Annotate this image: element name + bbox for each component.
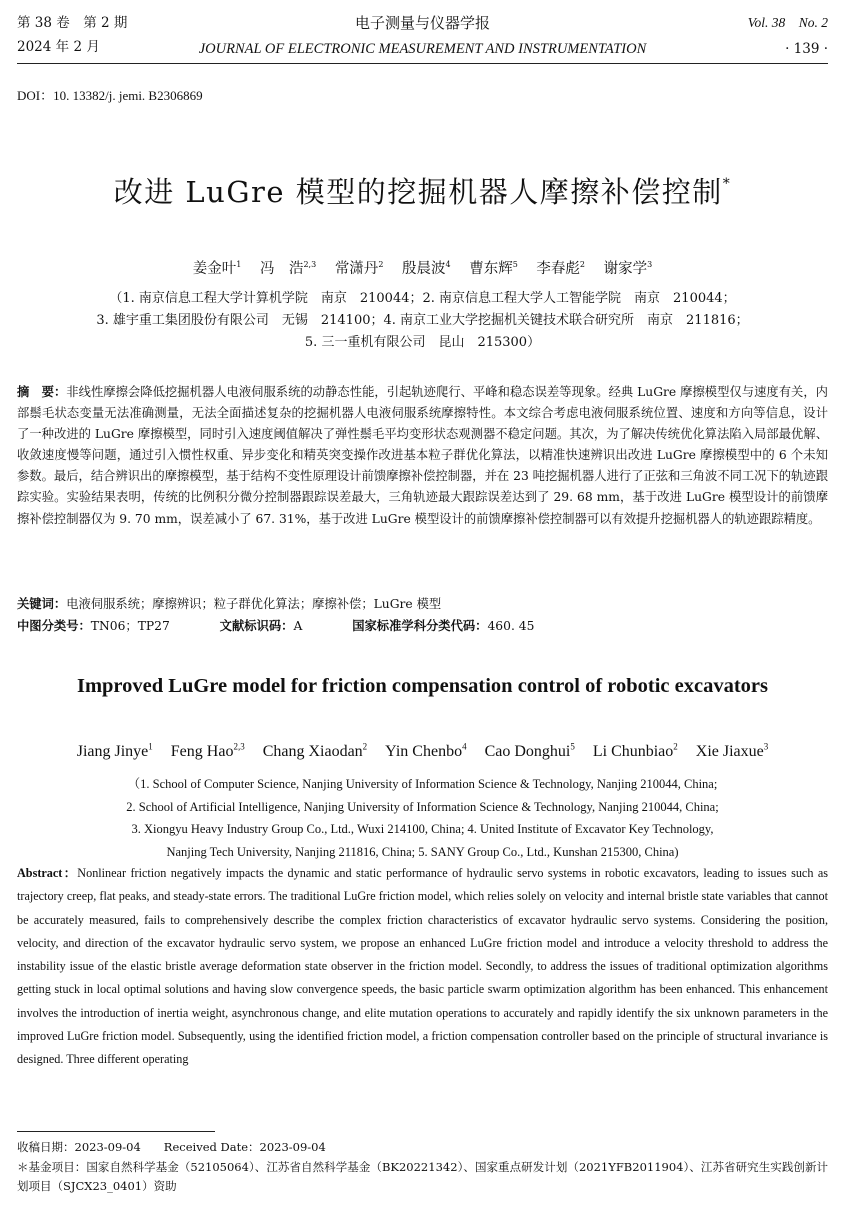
abstract-en-label: Abstract： <box>17 866 78 880</box>
abstract-zh-body: 非线性摩擦会降低挖掘机器人电液伺服系统的动静态性能，引起轨迹爬行、平峰和稳态误差等现象。经典 LuGre 摩擦模型仅与速度有关，内部鬃毛状态变量无法准确测量，无法全面描述复杂的挖掘机器人电液伺服系统摩擦特性。本文综合考虑电液伺服系统位置、速度和方向等信息，设计了一种改进的 LuGre 摩擦模型，同时引入速度阈值解决了弹性鬃毛平均变形状态观测器不稳定问题。其次，为了解决传统优化算法陷入局部最优解、收敛速度慢等问题，通过引入惯性权重、异步变化和精英突变操作改进基本粒子群优化算法，以精准快速辨识出改进 LuGre 摩擦模型中的 6 个未知参数。最后，结合辨识出的摩擦模型，基于结构不变性原理设计前馈摩擦补偿控制器，并在 23 吨挖掘机器人进行了正弦和三角波不同工况下的轨迹跟踪实验。实验结果表明，传统的比例积分微分控制器跟踪误差最大，三角轨迹最大跟踪误差达到了 29. 68 mm，基于改进 LuGre 模型设计的前馈摩擦补偿控制器仅为 9. 70 mm，误差减小了 67. 31%，基于改进 LuGre 模型设计的前馈摩擦补偿控制器可以有效提升挖掘机器人的轨迹跟踪精度。 <box>17 385 828 526</box>
subject-code-value: 460. 45 <box>487 619 535 633</box>
affiliations-zh <box>0 288 845 354</box>
keywords-zh <box>17 594 828 615</box>
affiliation-line: 3. 雄宇重工集团股份有限公司 无锡 214100；4. 南京工业大学挖掘机关键技术联合研究所 南京 211816； <box>96 313 749 328</box>
affiliation-line: （1. 南京信息工程大学计算机学院 南京 210044；2. 南京信息工程大学人工智能学院 南京 210044； <box>109 291 736 306</box>
abstract-zh <box>17 382 828 530</box>
author-en: Yin Chenbo$^4$ <box>385 742 467 761</box>
affiliations-en <box>0 773 845 863</box>
author-zh: 常潇丹$^2$ <box>334 260 384 277</box>
clc-value: TN06；TP27 <box>90 619 170 633</box>
keywords-value: 电液伺服系统；摩擦辨识；粒子群优化算法；摩擦补偿；LuGre 模型 <box>66 597 442 611</box>
affiliation-line: Nanjing Tech University, Nanjing 211816, China; 5. SANY Group Co., Ltd., Kunshan 215300, China) <box>166 844 679 859</box>
doc-code-value: A <box>293 619 303 633</box>
doi: DOI：10. 13382/j. jemi. B2306869 <box>17 88 203 103</box>
keywords-label: 关键词： <box>17 597 67 611</box>
author-zh: 姜金叶$^1$ <box>192 260 242 277</box>
authors-en <box>0 742 845 761</box>
author-zh: 谢家学$^3$ <box>603 260 653 277</box>
header-volume-zh: 第 38 卷 第 2 期 <box>17 15 128 31</box>
header-date-zh: 2024 年 2 月 <box>17 39 100 55</box>
author-en: Xie Jiaxue$^3$ <box>695 742 769 761</box>
author-en: Chang Xiaodan$^2$ <box>262 742 368 761</box>
title-footnote-mark: * <box>722 176 732 192</box>
footnote-received: 收稿日期：2023-09-04 Received Date：2023-09-04 <box>17 1140 326 1154</box>
author-zh: 殷晨波$^4$ <box>402 260 451 277</box>
classification-row <box>17 616 828 637</box>
subject-code-label: 国家标准学科分类代码： <box>352 619 488 633</box>
affiliation-line: 2. School of Artificial Intelligence, Nanjing University of Information Science & Technology, Nanjing 210044, China; <box>126 799 719 814</box>
author-zh: 李春彪$^2$ <box>536 260 586 277</box>
header-journal-zh: 电子测量与仪器学报 <box>354 14 490 32</box>
title-en: Improved LuGre model for friction compensation control of robotic excavators <box>76 675 769 697</box>
abstract-zh-label: 摘 要： <box>17 385 67 399</box>
clc-label: 中图分类号： <box>17 619 91 633</box>
author-en: Jiang Jinye$^1$ <box>76 742 153 761</box>
title-zh-text: 改进 LuGre 模型的挖掘机器人摩擦补偿控制 <box>113 175 723 209</box>
abstract-en-body: Nonlinear friction negatively impacts the dynamic and static performance of hydraulic servo systems in robotic excavators, leading to issues such as trajectory creep, flat peaks, and steady-state errors. The traditional LuGre friction model, which relies solely on velocity and internal bristle state variables that cannot be accurately measured, fails to comprehensively describe the complex friction characteristics of excavator hydraulic servo systems. Considering the position, velocity, and direction of the excavator hydraulic servo system, we propose an enhanced LuGre friction model and introduce a velocity threshold to address the instability issue of the elastic bristle average deformation state observer in the friction model. Secondly, to address the issues of traditional optimization algorithms getting stuck in local optimal solutions and having slow convergence speeds, the basic particle swarm optimization algorithm has been enhanced. This enhancement involves the introduction of inertia weight, asynchronous change, and elite mutation operations to accurately and rapidly identify the six unknown parameters in the improved LuGre friction model. Subsequently, using the identified friction model, a friction compensation controller based on the principle of structural invariance is designed. Three different operating <box>17 866 829 1067</box>
doc-code-label: 文献标识码： <box>219 619 294 633</box>
affiliation-line: 5. 三一重机有限公司 昆山 215300） <box>304 335 541 350</box>
author-zh: 冯 浩$^{2,3}$ <box>259 260 317 277</box>
affiliation-line: （1. School of Computer Science, Nanjing University of Information Science & Technology, Nanjing 210044, China; <box>127 777 718 791</box>
header-rule <box>17 63 828 64</box>
abstract-en <box>17 862 828 1072</box>
header-volume-en: Vol. 38 No. 2 <box>747 15 828 30</box>
author-en: Li Chunbiao$^2$ <box>592 742 678 761</box>
header-page-number: · 139 · <box>785 41 828 57</box>
authors-zh <box>0 257 845 278</box>
footnote-rule <box>17 1131 215 1132</box>
author-en: Cao Donghui$^5$ <box>484 742 575 761</box>
header-journal-en: JOURNAL OF ELECTRONIC MEASUREMENT AND INSTRUMENTATION <box>198 41 647 57</box>
footnote-funding: ＊基金项目：国家自然科学基金（52105064）、江苏省自然科学基金（BK20221342）、国家重点研发计划（2021YFB2011904）、江苏省研究生实践创新计划项目（SJCX23_0401）资助 <box>17 1160 828 1193</box>
title-zh <box>0 170 845 211</box>
author-zh: 曹东辉$^5$ <box>469 260 518 277</box>
author-en: Feng Hao$^{2,3}$ <box>170 742 245 761</box>
affiliation-line: 3. Xiongyu Heavy Industry Group Co., Ltd., Wuxi 214100, China; 4. United Institute of Excavator Key Technology, <box>131 822 714 836</box>
